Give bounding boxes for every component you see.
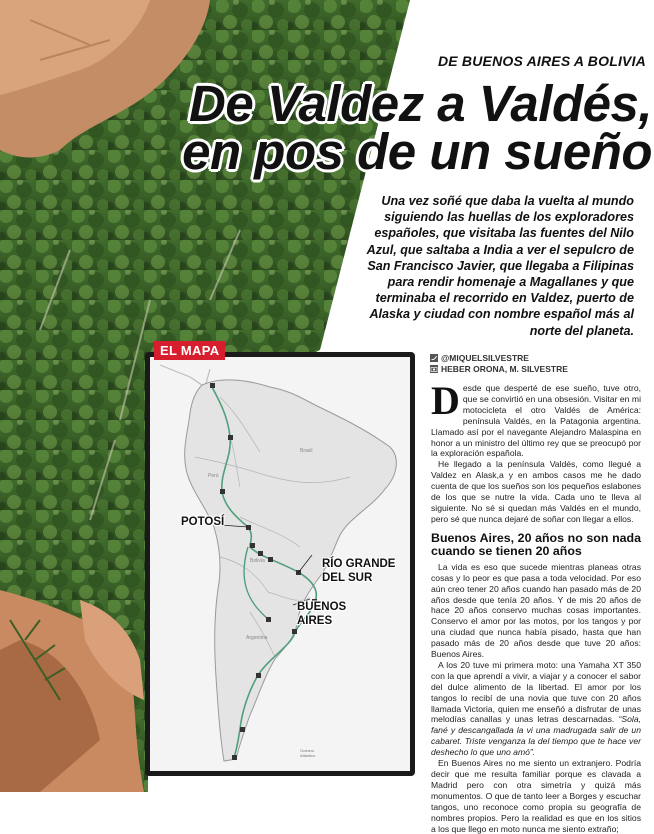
paragraph-text: A los 20 tuve mi primera moto: una Yamaha XT 350 con la que aprendí a vivir, a viajar y a conocer el sabor del dulce alimento de la libertad. El amor por los tangos lo recibí de una novia que tuve con 20 años llamada Victoria, quien me enseñó a disfrutar de unas melodías canallas y unas letras descarnadas. — [431, 659, 641, 725]
credit-twitter — [430, 353, 568, 363]
photo-credit: HEBER ORONA, M. SILVESTRE — [441, 364, 568, 374]
paragraph-text: esde que desperté de ese sueño, tuve otro, que se convirtió en una obsesión. Visitar en mi motocicleta el otro Valdés de América: península Valdés, en la Patagonia argentina. Llamado así por el navegante Alejandro Malaspina en honor a un ministro del último rey que se preocupó por la exploración española. — [431, 383, 641, 459]
headline-line-2: en pos de un sueño — [182, 123, 652, 180]
tango-quote: “Sola, fané y descangallada la vi una madrugada salir de un cabaret. Triste venganza la del tiempo que te hace ver deshecho lo que uno amó”. — [431, 714, 641, 758]
dropcap: D — [431, 378, 460, 423]
article-body — [431, 378, 641, 834]
svg-text:Argentina: Argentina — [246, 635, 268, 641]
map-tag: EL MAPA — [154, 341, 225, 360]
credit-photo — [430, 364, 568, 374]
article-paragraph — [431, 378, 641, 459]
headline-line-1: De Valdez a Valdés, — [189, 75, 652, 132]
map-label-rio-grande-line2: DEL SUR — [322, 572, 373, 584]
svg-text:Brasil: Brasil — [300, 448, 313, 454]
headline — [92, 75, 652, 180]
kicker: DE BUENOS AIRES A BOLIVIA — [437, 53, 646, 69]
camera-icon — [430, 365, 438, 373]
twitter-handle: @MIQUELSILVESTRE — [441, 353, 529, 363]
article-paragraph: La vida es eso que sucede mientras planeas otras cosas y lo peor es que pasa a toda velocidad. Por eso aún creo tener 20 años cuando han pasado más de 20 años desde que tenía 20 años. Y de mis 20 años de hace 20 años conservo muchas cosas importantes. Conservo el amor por las motos, por los tangos y por una ciudad que nunca había pisado, hasta que han pasado más de 20 años desde que tuve 20 años: Buenos Aires. — [431, 561, 641, 660]
svg-text:Océano: Océano — [300, 748, 315, 753]
credits — [430, 353, 568, 374]
article-paragraph: En Buenos Aires no me siento un extranjero. Podría decir que me resulta familiar porque es clavada a Madrid pero con otra simetría y quizá más monumentos. O que de tanto leer a Borges y escuchar tangos, uno reconoce como propia su geografía de nombres propios. Pero la realidad es que en los sitios a los que llego en moto nunca me siento extraño; — [431, 758, 641, 834]
subheading: Buenos Aires, 20 años no son nada cuando se tienen 20 años — [431, 530, 641, 559]
map-label-rio-grande-line1: RÍO GRANDE — [322, 558, 396, 570]
map-label-buenos-aires-line2: AIRES — [297, 615, 333, 627]
intro-paragraph: Una vez soñé que daba la vuelta al mundo siguiendo las huellas de los exploradores españoles, que visitaba las fuentes del Nilo Azul, que saltaba a India a ver el sepulcro de San Francisco Javier, que llegaba a Filipinas para rendir homenaje a Magallanes y que terminaba el recorrido en Valdez, puerto de Alaska y ciudad con nombre español más al norte del planeta. — [366, 194, 634, 338]
map-label-potosi: POTOSÍ — [181, 516, 225, 528]
article-paragraph: He llegado a la península Valdés, como llegué a Valdez en Alask,a y en ambos casos me he dado cuenta de que los sueños son los pequeños eslabones de los que se nutre la vida. Cada uno te lleva al siguiente. No sé si quedan más Valdés en el mundo, pero sé que nunca dejaré de soñar con llegar a ellos. — [431, 459, 641, 524]
article-paragraph — [431, 660, 641, 758]
map-label-buenos-aires-line1: BUENOS — [297, 601, 347, 613]
svg-text:Perú: Perú — [208, 473, 219, 479]
svg-text:Atlántico: Atlántico — [300, 753, 316, 758]
twitter-icon — [430, 354, 438, 362]
svg-text:Bolivia: Bolivia — [250, 558, 265, 564]
